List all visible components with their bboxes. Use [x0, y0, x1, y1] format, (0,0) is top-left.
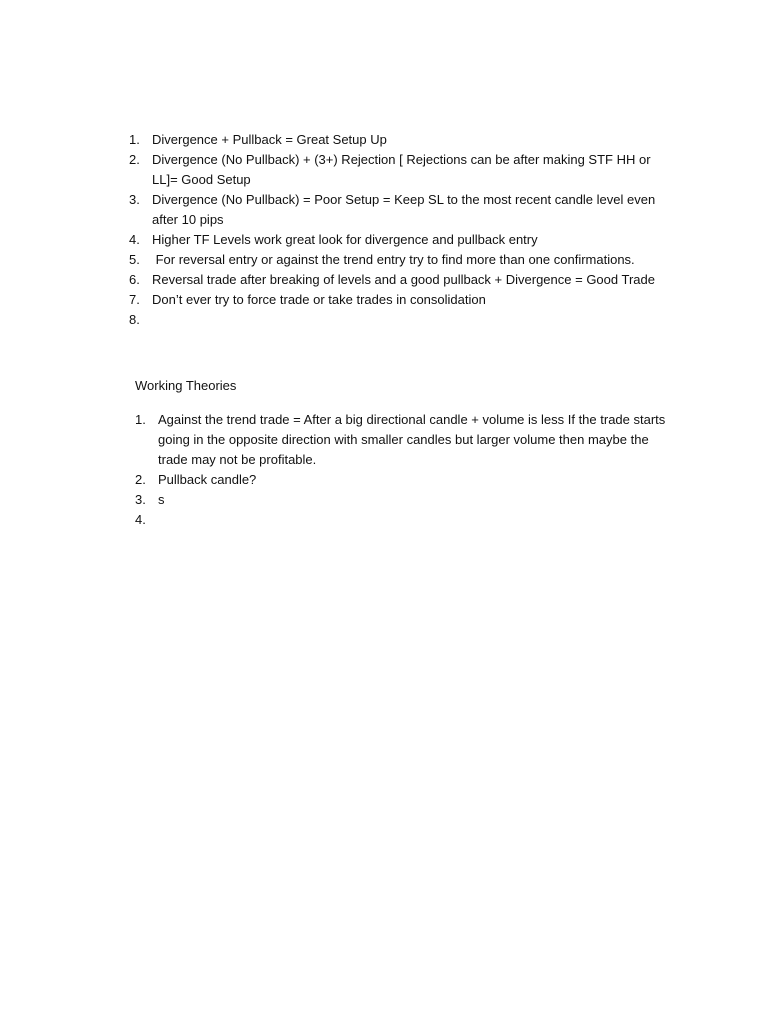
list-item-text: Divergence + Pullback = Great Setup Up [152, 132, 387, 147]
list-item-text: For reversal entry or against the trend entry try to find more than one confirmations. [152, 252, 635, 267]
list-item-text: Against the trend trade = After a big directional candle + volume is less If the trade starts going in the opposite direction with smaller candles but larger volume then maybe the trade may not be profitable. [158, 412, 666, 467]
list-number: 1. [135, 412, 146, 427]
list-number: 1. [129, 132, 140, 147]
list-number: 3. [129, 192, 140, 207]
list-number: 5. [129, 252, 140, 267]
list-number: 4. [135, 512, 146, 527]
list-item-text: s [158, 492, 165, 507]
list-item [0, 410, 678, 470]
list-item [0, 310, 672, 330]
list-item [0, 270, 672, 290]
list-item [0, 230, 672, 250]
list-item [0, 490, 678, 510]
list-item-text: Reversal trade after breaking of levels and a good pullback + Divergence = Good Trade [152, 272, 655, 287]
list-number: 3. [135, 492, 146, 507]
theories-list [0, 410, 768, 530]
list-item [0, 510, 678, 530]
list-item [0, 130, 672, 150]
list-item [0, 190, 672, 230]
list-number: 4. [129, 232, 140, 247]
list-item-text: Pullback candle? [158, 472, 257, 487]
list-item-text: Divergence (No Pullback) + (3+) Rejection [ Rejections can be after making STF HH or LL]= Good Setup [152, 152, 651, 187]
list-item-text: Higher TF Levels work great look for divergence and pullback entry [152, 232, 538, 247]
list-number: 2. [129, 152, 140, 167]
list-item [0, 150, 672, 190]
list-number: 8. [129, 312, 140, 327]
list-number: 2. [135, 472, 146, 487]
rules-list [0, 130, 768, 330]
list-number: 6. [129, 272, 140, 287]
list-item [0, 290, 672, 310]
list-item [0, 470, 678, 490]
list-item-text: Don’t ever try to force trade or take trades in consolidation [152, 292, 486, 307]
list-item [0, 250, 672, 270]
list-number: 7. [129, 292, 140, 307]
section-heading: Working Theories [135, 378, 237, 393]
list-item-text: Divergence (No Pullback) = Poor Setup = Keep SL to the most recent candle level even after 10 pips [152, 192, 656, 227]
